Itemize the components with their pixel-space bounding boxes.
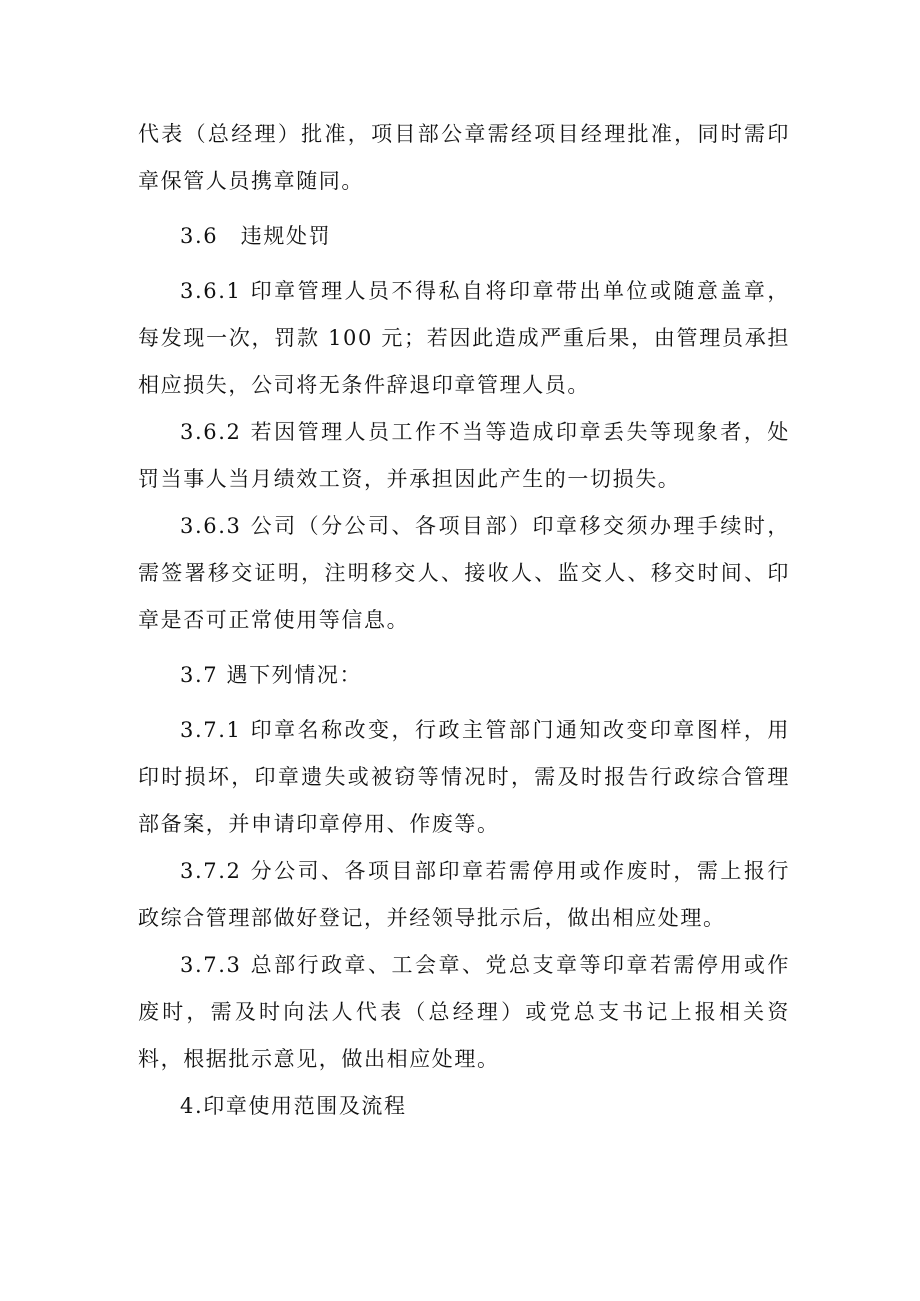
paragraph-continuation: 代表（总经理）批准，项目部公章需经项目经理批准，同时需印章保管人员携章随同。 [138,122,790,193]
paragraph-3-7-3: 3.7.3 总部行政章、工会章、党总支章等印章若需停用或作废时，需及时向法人代表（总经理）或党总支书记上报相关资料，根据批示意见，做出相应处理。 [138,953,790,1071]
paragraph-3-6-3: 3.6.3 公司（分公司、各项目部）印章移交须办理手续时，需签署移交证明，注明移交人、接收人、监交人、移交时间、印章是否可正常使用等信息。 [138,514,790,632]
section-heading-3-6: 3.6 违规处罚 [180,224,332,248]
paragraph-3-6-2: 3.6.2 若因管理人员工作不当等造成印章丢失等现象者，处罚当事人当月绩效工资，并承担因此产生的一切损失。 [138,420,790,491]
document-page [138,111,790,1130]
paragraph-3-7-1: 3.7.1 印章名称改变，行政主管部门通知改变印章图样，用印时损坏，印章遗失或被窃等情况时，需及时报告行政综合管理部备案，并申请印章停用、作废等。 [138,718,790,836]
section-heading-3-7: 3.7 遇下列情况： [180,663,363,687]
paragraph-3-6-1: 3.6.1 印章管理人员不得私自将印章带出单位或随意盖章，每发现一次，罚款 100 元；若因此造成严重后果，由管理员承担相应损失，公司将无条件辞退印章管理人员。 [138,279,790,397]
paragraph-3-7-2: 3.7.2 分公司、各项目部印章若需停用或作废时，需上报行政综合管理部做好登记，并经领导批示后，做出相应处理。 [138,859,790,930]
section-heading-4: 4.印章使用范围及流程 [180,1094,407,1118]
